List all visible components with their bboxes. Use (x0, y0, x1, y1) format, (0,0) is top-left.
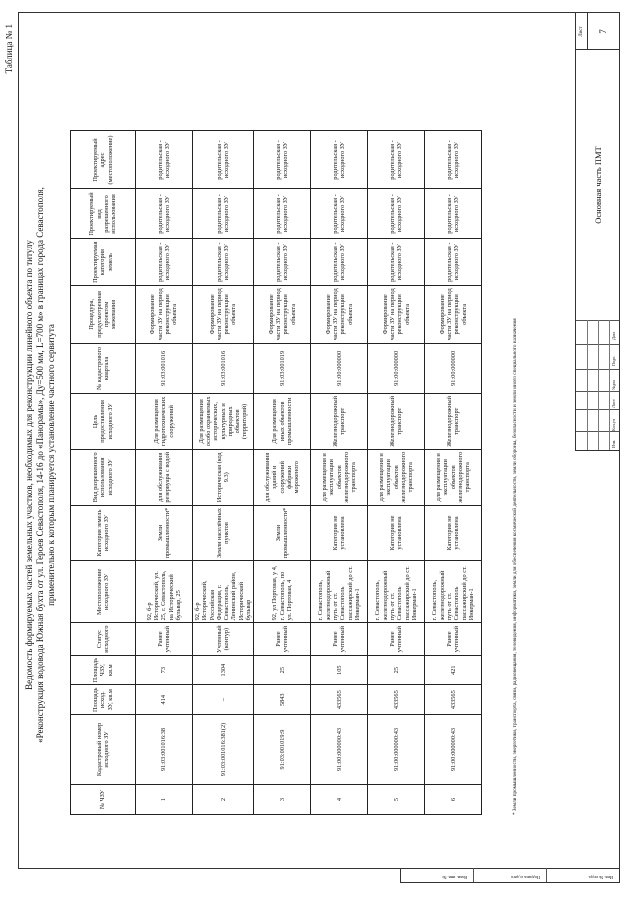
header-cell: Площадь исход. ЗУ, кв.м (71, 685, 136, 715)
sheet-number: 7 (598, 29, 608, 34)
table-row (311, 131, 368, 815)
table-cell: Земли населённых пунктов (193, 505, 254, 561)
table-cell: Историческая (код 9.3) (193, 449, 254, 505)
strip-label-replace-inv: Взам. инв. № (442, 875, 467, 880)
table-cell: для обслуживания резервуара с водой (136, 449, 193, 505)
table-cell: 105 (311, 655, 368, 685)
table-cell: 1 (136, 785, 193, 815)
stamp-label-date: Дата (611, 331, 616, 340)
table-cell: 91:03:001016:381(2) (193, 715, 254, 785)
header-cell: Вид разрешенного использования исходного ЗУ (71, 449, 136, 505)
strip-divider (473, 868, 474, 882)
table-row (193, 131, 254, 815)
stamp-document-title: Основная часть ПМТ (576, 49, 619, 320)
table-row (254, 131, 311, 815)
header-cell: Проектируемый адрес (местоположение) (71, 131, 136, 189)
table-cell: родительская - исходного ЗУ (254, 189, 311, 239)
stamp-label-count: Кол.уч (611, 419, 616, 431)
table-row (136, 131, 193, 815)
table-cell: родительская - исходного ЗУ (368, 239, 425, 285)
table-cell: 5 (368, 785, 425, 815)
sheet-number-box (576, 13, 619, 50)
table-cell: для размещения и эксплуатации объектов железнодорожного транспорта (368, 449, 425, 505)
header-cell: Местоположение исходного ЗУ (71, 561, 136, 623)
table-cell: 92, ул Портовая, у 4, г. Севастополь, по ул. Портовая, 4 (254, 561, 311, 623)
stamp-label-sheet: Лист (611, 399, 616, 408)
table-cell: Для размещения иных объектов промышленности (254, 393, 311, 449)
table-cell: 433565 (368, 685, 425, 715)
table-cell: Формирование части ЗУ на период реконструкции объекта (425, 285, 482, 343)
table-cell: родительская - исходного ЗУ (193, 189, 254, 239)
header-cell: № кадастрового квартала (71, 343, 136, 393)
table-cell: родительская - исходного ЗУ (425, 239, 482, 285)
table-cell: для размещения и эксплуатации объектов железнодорожного транспорта (425, 449, 482, 505)
table-cell: Земли промышленности* (136, 505, 193, 561)
strip-label-inv-original: Инв. № подл. (587, 875, 613, 880)
table-cell: 91:00:000000 (425, 343, 482, 393)
table-cell: г. Севастополь, железнодорожный путь от ст. Севастополь пассажирский до ст. Инкерман-1 (368, 561, 425, 623)
table-cell: Формирование части ЗУ на период реконструкции объекта (254, 285, 311, 343)
table-cell: 91:00:000000:43 (368, 715, 425, 785)
table-cell: родительская - исходного ЗУ (136, 239, 193, 285)
stamp-row-line (587, 320, 588, 450)
table-cell: 91:00:000000:43 (425, 715, 482, 785)
table-cell: 91:00:000000:43 (311, 715, 368, 785)
table-cell: Ранее учтенный (368, 623, 425, 656)
table-cell: г. Севастополь, железнодорожный путь от ст. Севастополь пассажирский до ст. Инкерман-1 (311, 561, 368, 623)
table-cell: родительская - исходного ЗУ (136, 189, 193, 239)
table-cell: 92, б-р Исторический, Российская Федерация, г. Севастополь, Ленинский район, Исторический бульвар (193, 561, 254, 623)
title-block-stamp (575, 13, 619, 451)
document-title (24, 95, 57, 835)
table-cell: 4 (311, 785, 368, 815)
table-cell: Категория не установлена (311, 505, 368, 561)
stamp-label-change: Изм. (611, 439, 616, 448)
header-cell: Площадь ЧЗУ, кв.м (71, 655, 136, 685)
table-cell: Земли промышленности* (254, 505, 311, 561)
table-cell: Железнодорожный транспорт (425, 393, 482, 449)
table-cell: Формирование части ЗУ на период реконструкции объекта (193, 285, 254, 343)
table-cell: Формирование части ЗУ на период реконструкции объекта (311, 285, 368, 343)
header-cell: № ЧЗУ (71, 785, 136, 815)
stamp-label-doc: №док (611, 379, 616, 390)
table-cell: 25 (368, 655, 425, 685)
table-cell: 25 (254, 655, 311, 685)
table-cell: 433565 (425, 685, 482, 715)
table-row (425, 131, 482, 815)
table-cell: родительская - исходного ЗУ (311, 189, 368, 239)
table-cell: 91:03:001016:38 (136, 715, 193, 785)
table-cell: Ранее учтенный (311, 623, 368, 656)
table-header-row (71, 131, 136, 815)
strip-label-signature-date: Подпись и дата (511, 875, 540, 880)
title-line-3: применительно к которым планируется установление частного сервитута (46, 324, 56, 606)
header-cell: Цель предоставления исходного ЗУ (71, 393, 136, 449)
table-cell: 433565 (311, 685, 368, 715)
table-cell: Железнодорожный транспорт (311, 393, 368, 449)
table-cell: Ранее учтенный (136, 623, 193, 656)
table-cell: родительская - исходного ЗУ (193, 131, 254, 189)
table-cell: 421 (425, 655, 482, 685)
strip-divider (546, 868, 547, 882)
table-body (136, 131, 482, 815)
table-cell: 2 (193, 785, 254, 815)
table-cell: – (193, 685, 254, 715)
table-cell: родительская - исходного ЗУ (311, 239, 368, 285)
table-cell: Ранее учтенный (425, 623, 482, 656)
table-cell: 91:03:001019 (254, 343, 311, 393)
table-cell: 91:03:001019:9 (254, 715, 311, 785)
approval-strip (400, 868, 620, 883)
table-cell: родительская - исходного ЗУ (311, 131, 368, 189)
table-cell: Категория не установлена (425, 505, 482, 561)
table-cell: родительская - исходного ЗУ (425, 189, 482, 239)
table-cell: 6 (425, 785, 482, 815)
header-cell: Проектируемый вид разрешенного использования (71, 189, 136, 239)
sheet-label: Лист (576, 13, 588, 50)
table-cell: Формирование части ЗУ на период реконструкции объекта (136, 285, 193, 343)
table-cell: родительская - исходного ЗУ (368, 131, 425, 189)
table-cell: Формирование части ЗУ на период реконструкции объекта (368, 285, 425, 343)
header-cell: Категория земель исходного ЗУ (71, 505, 136, 561)
table-row (368, 131, 425, 815)
table-cell: родительская - исходного ЗУ (425, 131, 482, 189)
table-cell: 91:00:000000 (368, 343, 425, 393)
stamp-label-sign: Подп. (611, 355, 616, 366)
table-cell: Ранее учтенный (254, 623, 311, 656)
table-cell: Железнодорожный транспорт (368, 393, 425, 449)
table-cell: 3 (254, 785, 311, 815)
stamp-row-line (598, 320, 599, 450)
table-cell: 73 (136, 655, 193, 685)
table-caption: Таблица № 1 (4, 24, 14, 74)
table-cell: 1304 (193, 655, 254, 685)
stamp-labels (610, 320, 619, 450)
table-cell: родительская - исходного ЗУ (254, 239, 311, 285)
table-cell: 414 (136, 685, 193, 715)
table-cell: Для размещения гидротехнических сооружений (136, 393, 193, 449)
table-cell: Учтенный (контур) (193, 623, 254, 656)
table-cell: родительская - исходного ЗУ (136, 131, 193, 189)
table-cell: родительская - исходного ЗУ (368, 189, 425, 239)
table-cell: г. Севастополь, железнодорожный путь от ст. Севастополь пассажирский до ст. Инкерман-1 (425, 561, 482, 623)
table-cell: родительская - исходного ЗУ (254, 131, 311, 189)
footnote: * Земли промышленности, энергетики, транспорта, связи, радиовещания, телевидения, информатики, земли для обеспечения космической деятельности, земли обороны, безопасности и земли иного специального назначения (512, 318, 518, 815)
header-cell: Процедура, предусмотренная проектом межевания (71, 285, 136, 343)
table-cell: 91:03:001016 (136, 343, 193, 393)
title-line-1: Ведомость формируемых частей земельных участков, необходимых для реконструкции линейного объекта по титулу (24, 240, 34, 690)
table-cell: для размещения и эксплуатации объектов железнодорожного транспорта (311, 449, 368, 505)
table-cell: Категория не установлена (368, 505, 425, 561)
table-cell: 92, б-р Исторический, ул. 25, г. Севастополь, на Исторический бульвар, 25 (136, 561, 193, 623)
title-line-2: «Реконструкция водовода Южная бухта от ул. Героев Севастополя, 14-16 до «Панорамы», Ду=500 мм, L=700 м» в границах города Севастополя, (35, 187, 45, 743)
table-cell: 5843 (254, 685, 311, 715)
table-cell: для обслуживания зданий и сооружений фабрики мороженого (254, 449, 311, 505)
table-cell: 91:00:000000 (311, 343, 368, 393)
table-cell: 91:03:001016 (193, 343, 254, 393)
header-cell: Проектируемая категория земель (71, 239, 136, 285)
header-cell: Статус исходного (71, 623, 136, 656)
header-cell: Кадастровый номер исходного ЗУ (71, 715, 136, 785)
table-cell: Для размещения особо охраняемых исторических, культурных и природных объектов (территорий) (193, 393, 254, 449)
parcels-table (70, 131, 482, 816)
table-cell: родительская - исходного ЗУ (193, 239, 254, 285)
